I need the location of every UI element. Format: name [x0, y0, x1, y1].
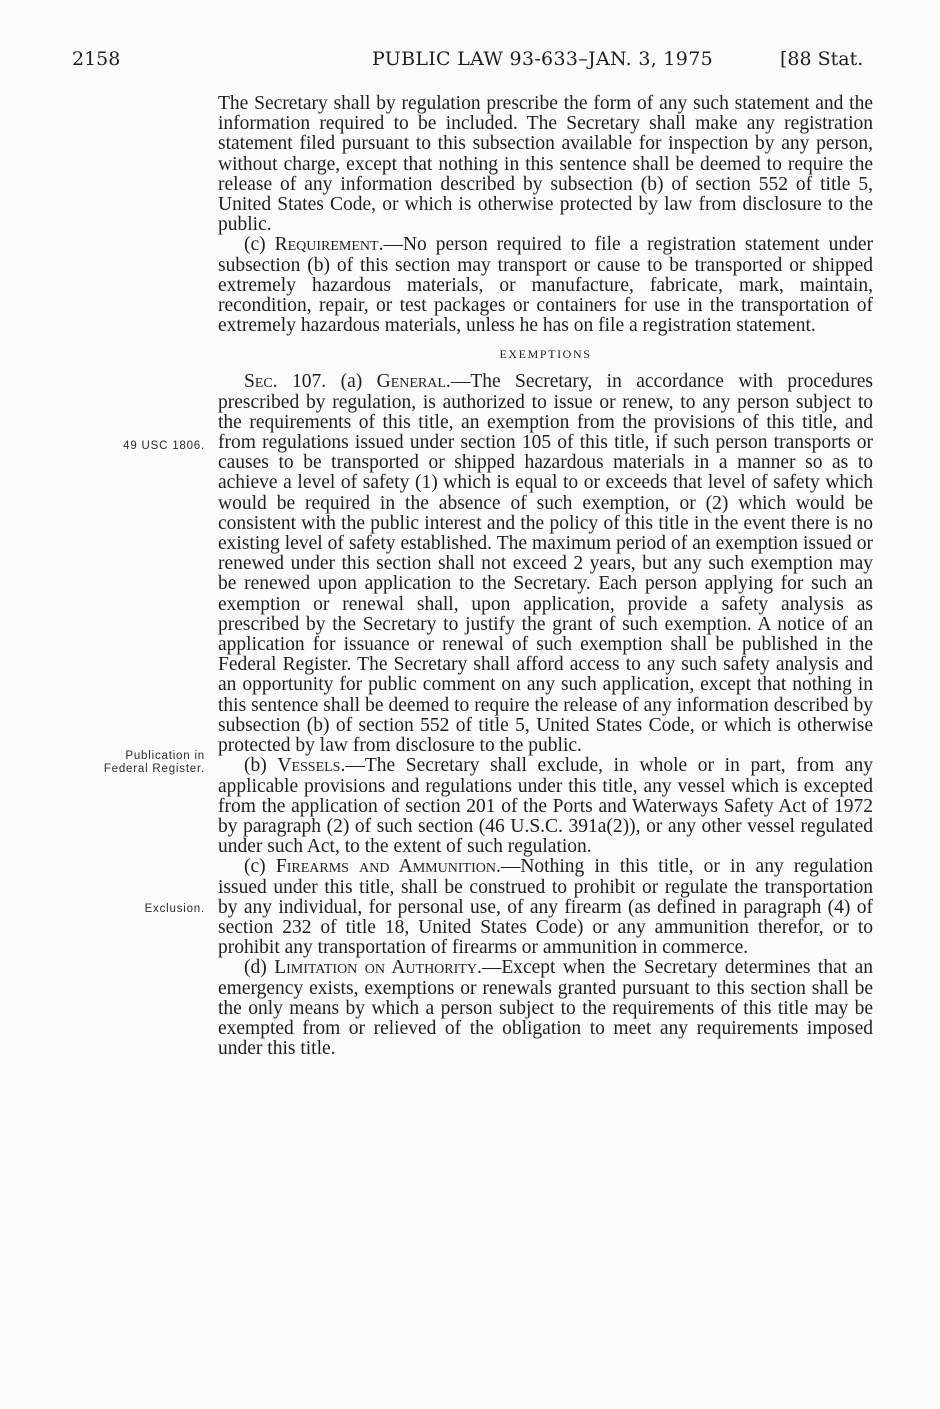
subsection-label: (d) [244, 957, 275, 979]
paragraph-general [218, 372, 873, 756]
paragraph-requirement [218, 235, 873, 336]
paragraph-vessels [218, 756, 873, 857]
subsection-caption: Vessels. [277, 755, 346, 777]
document-body [218, 94, 873, 1059]
subsection-text: —Except when the Secretary determines that an emergency exists, exemptions or renewals granted pursuant to this section shall be the only means by which a person subject to the requirements of this title may be exempted from or relieved of the obligation to meet any requirements imposed under this title. [218, 957, 873, 1060]
subsection-label: (c) [244, 856, 276, 878]
section-abbrev: Sec. [244, 371, 278, 393]
margin-note-publication [104, 750, 205, 776]
section-heading: EXEMPTIONS [499, 347, 592, 362]
paragraph-firearms [218, 857, 873, 958]
paragraph-limitation [218, 958, 873, 1059]
subsection-label: (c) [244, 234, 275, 256]
running-title: PUBLIC LAW 93-633–JAN. 3, 1975 [372, 48, 713, 70]
subsection-caption: General. [376, 371, 451, 393]
statutes-volume-reference: [88 Stat. [780, 48, 864, 70]
margin-note-publication-line1: Publication in [125, 750, 205, 762]
subsection-text: —The Secretary shall exclude, in whole or in part, from any applicable provisions and regulations under this title, any vessel which is excepted from the application of section 201 of the Ports and Waterways Safety Act of 1972 by paragraph (2) of such section (46 U.S.C. 391a(2)), or any other vessel regulated under such Act, to the extent of such regulation. [218, 755, 873, 858]
subsection-caption: Limitation on Authority. [274, 957, 482, 979]
margin-note-usc-citation: 49 USC 1806. [123, 440, 205, 452]
paragraph-registration-statement: The Secretary shall by regulation prescribe the form of any such statement and the information required to be included. The Secretary shall make any registration statement filed pursuant to this subsection available for inspection by any person, without charge, except that nothing in this sentence shall be deemed to require the release of any information described by subsection (b) of section 552 of title 5, United States Code, or which is otherwise protected by law from disclosure to the public. [218, 93, 873, 236]
margin-note-publication-line2: Federal Register. [103, 763, 205, 775]
subsection-text: —Nothing in this title, or in any regulation issued under this title, shall be construed to prohibit or regulate the transportation by any individual, for personal use, of any firearm (as defined in paragraph (4) of section 232 of title 18, United States Code) or any ammunition therefor, or to prohibit any transportation of firearms or ammunition in commerce. [218, 856, 873, 959]
page-number: 2158 [72, 48, 121, 70]
page-header [0, 48, 940, 78]
subsection-caption: Firearms and Ammunition. [275, 856, 501, 878]
margin-note-exclusion: Exclusion. [144, 903, 205, 915]
subsection-text: —No person required to file a registration statement under subsection (b) of this section may transport or cause to be transported or shipped extremely hazardous materials, or manufacture, fabricate, mark, maintain, recondition, repair, or test packages or containers for use in the transportation of extremely hazardous materials, unless he has on file a registration statement. [218, 234, 873, 337]
subsection-label: (b) [244, 755, 278, 777]
subsection-caption: Requirement. [274, 234, 384, 256]
section-label: 107. (a) [277, 371, 377, 393]
subsection-text: —The Secretary, in accordance with procedures prescribed by regulation, is authorized to issue or renew, to any person subject to the requirements of this title, an exemption from the provisions of this title, and from regulations issued under section 105 of this title, if such person transports or causes to be transported or shipped hazardous materials in a manner so as to achieve a level of safety (1) which is equal to or exceeds that level of safety which would be required in the absence of such exemption, or (2) which would be consistent with the public interest and the policy of this title in the event there is no existing level of safety established. The maximum period of an exemption issued or renewed under this section shall not exceed 2 years, but any such exemption may be renewed upon application to the Secretary. Each person applying for such an exemption or renewal shall, upon application, provide a safety analysis as prescribed by the Secretary to justify the grant of such exemption. A notice of an application for issuance or renewal of such exemption shall be published in the Federal Register. The Secretary shall afford access to any such safety analysis and an opportunity for public comment on any such application, except that nothing in this sentence shall be deemed to require the release of any information described by subsection (b) of section 552 of title 5, United States Code, or which is otherwise protected by law from disclosure to the public. [218, 371, 873, 757]
